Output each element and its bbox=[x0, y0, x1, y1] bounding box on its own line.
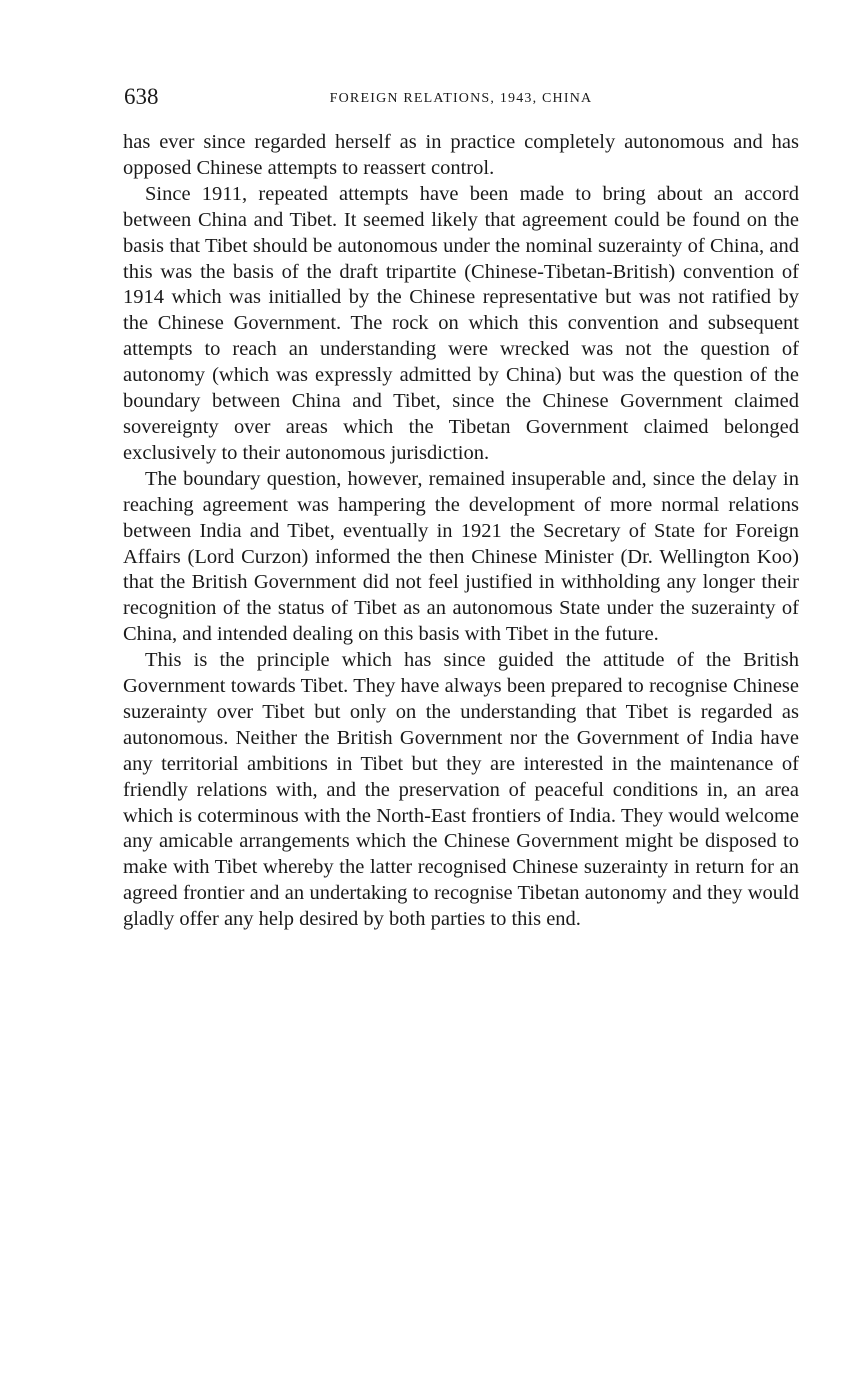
document-page bbox=[123, 82, 799, 933]
body-text bbox=[123, 130, 799, 933]
paragraph: This is the principle which has since guided the attitude of the British Government towards Tibet. They have always been prepared to recognise Chinese suzerainty over Tibet but only on the understanding that Tibet is regarded as autonomous. Neither the British Government nor the Government of India have any territorial ambitions in Tibet but they are interested in the maintenance of friendly relations with, and the preservation of peaceful conditions in, an area which is coterminous with the North-East frontiers of India. They would welcome any amicable arrangements which the Chinese Government might be disposed to make with Tibet whereby the latter recognised Chinese suzerainty in return for an agreed frontier and an undertaking to recognise Tibetan autonomy and they would gladly offer any help desired by both parties to this end. bbox=[123, 649, 799, 931]
paragraph: The boundary question, however, remained insuperable and, since the delay in reaching agreement was hampering the development of more normal relations between India and Tibet, eventually in 1921 the Secretary of State for Foreign Affairs (Lord Curzon) informed the then Chinese Minister (Dr. Wellington Koo) that the British Government did not feel justified in withholding any longer their recognition of the status of Tibet as an autonomous State under the suzerainty of China, and intended dealing on this basis with Tibet in the future. bbox=[123, 467, 799, 646]
paragraph: Since 1911, repeated attempts have been made to bring about an accord between China and Tibet. It seemed likely that agreement could be found on the basis that Tibet should be autonomous under the nominal suzerainty of China, and this was the basis of the draft tripartite (Chinese-Tibetan-British) convention of 1914 which was initialled by the Chinese representative but was not ratified by the Chinese Government. The rock on which this convention and subsequent attempts to reach an understanding were wrecked was not the question of autonomy (which was expressly admitted by China) but was the question of the boundary between China and Tibet, since the Chinese Government claimed sovereignty over areas which the Tibetan Government claimed belonged exclusively to their autonomous jurisdiction. bbox=[123, 182, 799, 464]
paragraph-continued: has ever since regarded herself as in practice completely autonomous and has opposed Chinese attempts to reassert control. bbox=[123, 131, 799, 179]
running-title: FOREIGN RELATIONS, 1943, CHINA bbox=[329, 91, 593, 106]
running-head bbox=[123, 82, 799, 112]
page-number: 638 bbox=[124, 84, 159, 109]
